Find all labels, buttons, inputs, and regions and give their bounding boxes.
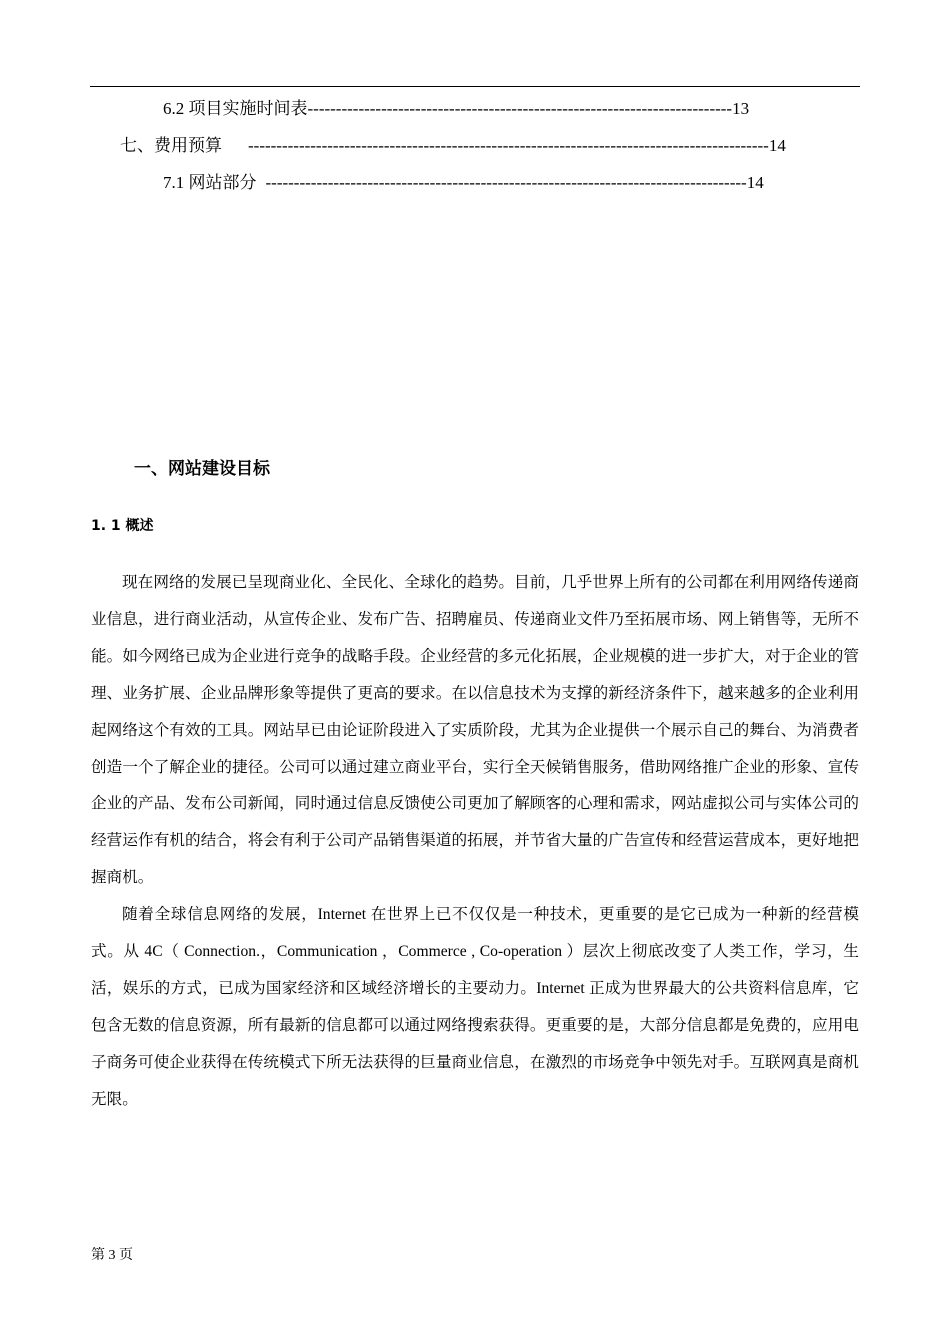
toc-entry-6-2[interactable] <box>163 98 749 120</box>
subsection-heading: 1. 1 概述 <box>91 518 154 534</box>
toc-entry-title: 七、费用预算 <box>120 136 222 155</box>
toc-entry-7[interactable] <box>120 135 786 157</box>
header-rule <box>90 86 860 87</box>
page-number-footer: 第 3 页 <box>91 1248 133 1263</box>
toc-entry-7-1[interactable] <box>163 172 764 194</box>
toc-entry-leader: ------------------------------------------------------------------------------------- <box>265 173 747 192</box>
toc-entry-page: 14 <box>768 136 786 155</box>
toc-entry-page: 13 <box>732 99 750 118</box>
toc-entry-title: 6.2 项目实施时间表 <box>163 99 308 118</box>
toc-entry-leader: -------------------------------------------------------------------------------------------- <box>248 136 769 155</box>
toc-entry-title: 7.1 网站部分 <box>163 173 257 192</box>
body-paragraph: 现在网络的发展已呈现商业化、全民化、全球化的趋势。目前，几乎世界上所有的公司都在利用网络传递商业信息，进行商业活动，从宣传企业、发布广告、招聘雇员、传递商业文件乃至拓展市场、网上销售等，无所不能。如今网络已成为企业进行竞争的战略手段。企业经营的多元化拓展，企业规模的进一步扩大，对于企业的管理、业务扩展、企业品牌形象等提供了更高的要求。在以信息技术为支撑的新经济条件下，越来越多的企业利用起网络这个有效的工具。网站早已由论证阶段进入了实质阶段，尤其为企业提供一个展示自己的舞台、为消费者创造一个了解企业的捷径。公司可以通过建立商业平台，实行全天候销售服务，借助网络推广企业的形象、宣传企业的产品、发布公司新闻，同时通过信息反馈使公司更加了解顾客的心理和需求，网站虚拟公司与实体公司的经营运作有机的结合，将会有利于公司产品销售渠道的拓展，并节省大量的广告宣传和经营运营成本，更好地把握商机。 <box>91 574 859 887</box>
toc-entry-page: 14 <box>746 173 764 192</box>
toc-entry-leader: --------------------------------------------------------------------------- <box>307 99 733 118</box>
section-heading: 一、网站建设目标 <box>134 459 270 479</box>
body-paragraph: 随着全球信息网络的发展，Internet 在世界上已不仅仅是一种技术，更重要的是它已成为一种新的经营模式。从 4C（ Connection.，Communication ，Commerce , Co-operation ）层次上彻底改变了人类工作，学习，生活，娱乐的方式，已成为国家经济和区域经济增长的主要动力。Internet 正成为世界最大的公共资料信息库，它包含无数的信息资源，所有最新的信息都可以通过网络搜索获得。更重要的是，大部分信息都是免费的，应用电子商务可使企业获得在传统模式下所无法获得的巨量商业信息，在激烈的市场竞争中领先对手。互联网真是商机无限。 <box>91 906 859 1108</box>
